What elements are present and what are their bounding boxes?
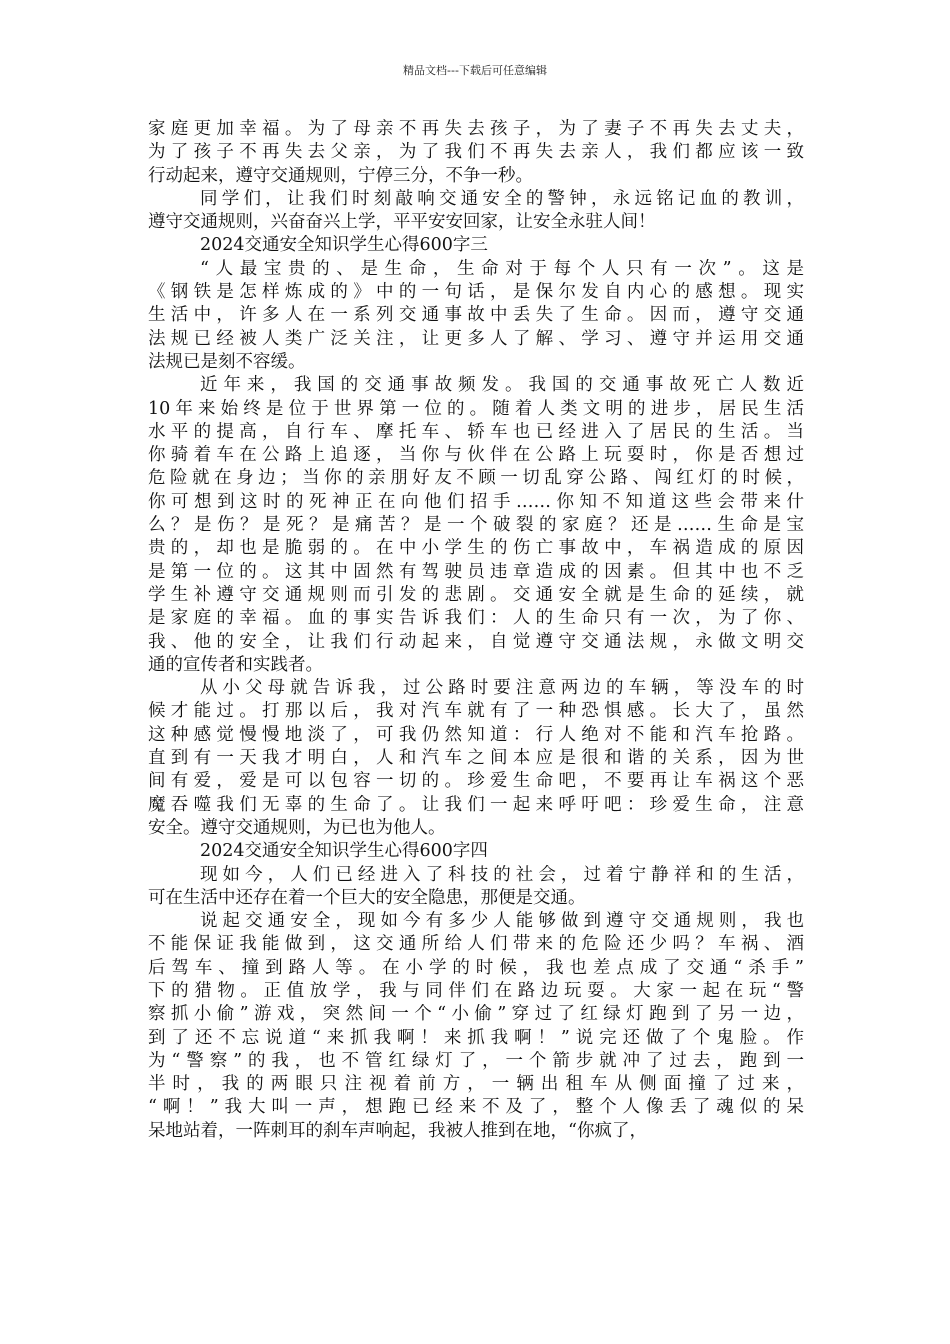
paragraph-line: 不能保证我能做到，这交通所给人们带来的危险还少吗？车祸、酒: [148, 934, 804, 955]
paragraph-line: 《钢铁是怎样炼成的》中的一句话，是保尔发自内心的感想。现实: [148, 282, 804, 303]
paragraph-line: 你骑着车在公路上追逐，当你与伙伴在公路上玩耍时，你是否想过: [148, 445, 804, 466]
paragraph-line: 么？是伤？是死？是痛苦？是一个破裂的家庭？还是……生命是宝: [148, 515, 804, 536]
document-body: [148, 118, 804, 1143]
paragraph-line: 行动起来，遵守交通规则，宁停三分，不争一秒。: [148, 165, 533, 186]
section-title-text: 2024交通安全知识学生心得600字三: [200, 235, 488, 256]
paragraph-line: “人最宝贵的、是生命，生命对于每个人只有一次”。这是: [200, 258, 804, 279]
paragraph: [148, 677, 804, 840]
paragraph-line: 为了孩子不再失去父亲，为了我们不再失去亲人，我们都应该一致: [148, 142, 804, 163]
paragraph-line: 察抓小偷”游戏，突然间一个“小偷”穿过了红绿灯跑到了另一边，: [148, 1004, 804, 1025]
paragraph-line: 你可想到这时的死神正在向他们招手……你知不知道这些会带来什: [148, 491, 804, 512]
paragraph-line: 近年来，我国的交通事故频发。我国的交通事故死亡人数近: [200, 375, 804, 396]
paragraph-line: 可在生活中还存在着一个巨大的安全隐患，那便是交通。: [148, 887, 586, 908]
paragraph-line: 说起交通安全，现如今有多少人能够做到遵守交通规则，我也: [200, 911, 804, 932]
paragraph-line: 是第一位的。这其中固然有驾驶员违章造成的因素。但其中也不乏: [148, 561, 804, 582]
paragraph-line: 半时，我的两眼只注视着前方，一辆出租车从侧面撞了过来，: [148, 1074, 804, 1095]
paragraph-line: 通的宣传者和实践者。: [148, 654, 323, 675]
paragraph-line: 法规已经被人类广泛关注，让更多人了解、学习、遵守并运用交通: [148, 328, 804, 349]
paragraph-line: 到了还不忘说道“来抓我啊！来抓我啊！”说完还做了个鬼脸。作: [148, 1027, 804, 1048]
page-header: 精品文档---下载后可任意编辑: [403, 64, 547, 77]
paragraph-line: 安全。遵守交通规则，为已也为他人。: [148, 817, 446, 838]
section-title-text: 2024交通安全知识学生心得600字四: [200, 841, 488, 862]
paragraph: [148, 118, 804, 188]
paragraph-line: 水平的提高，自行车、摩托车、轿车也已经进入了居民的生活。当: [148, 421, 804, 442]
paragraph-line: 直到有一天我才明白，人和汽车之间本应是很和谐的关系，因为世: [148, 748, 804, 769]
paragraph-line: 这种感觉慢慢地淡了，可我仍然知道：行人绝对不能和汽车抢路。: [148, 724, 804, 745]
paragraph-line: 呆地站着，一阵刺耳的刹车声响起，我被人推到在地，“你疯了，: [148, 1120, 647, 1141]
paragraph: [148, 910, 804, 1143]
paragraph-line: 法规已是刻不容缓。: [148, 351, 306, 372]
paragraph-line: 生活中，许多人在一系列交通事故中丢失了生命。因而，遵守交通: [148, 305, 804, 326]
paragraph-line: 为“警察”的我，也不管红绿灯了，一个箭步就冲了过去，跑到一: [148, 1050, 804, 1071]
paragraph-line: “啊！”我大叫一声，想跑已经来不及了，整个人像丢了魂似的呆: [148, 1097, 804, 1118]
section-title: [148, 234, 804, 257]
paragraph-line: 10年来始终是位于世界第一位的。随着人类文明的进步，居民生活: [148, 398, 804, 419]
paragraph: [148, 258, 804, 374]
paragraph-line: 魔吞噬我们无辜的生命了。让我们一起来呼吁吧：珍爱生命，注意: [148, 794, 804, 815]
paragraph: [148, 374, 804, 677]
paragraph-line: 现如今，人们已经进入了科技的社会，过着宁静祥和的生活，: [200, 864, 804, 885]
paragraph-line: 我、他的安全，让我们行动起来，自觉遵守交通法规，永做文明交: [148, 631, 804, 652]
paragraph: [148, 864, 804, 911]
paragraph-line: 危险就在身边；当你的亲朋好友不顾一切乱穿公路、闯红灯的时候，: [148, 468, 804, 489]
paragraph-line: 遵守交通规则，兴奋奋兴上学，平平安安回家，让安全永驻人间！: [148, 212, 656, 233]
paragraph: [148, 188, 804, 235]
paragraph-line: 从小父母就告诉我，过公路时要注意两边的车辆，等没车的时: [200, 678, 804, 699]
paragraph-line: 同学们，让我们时刻敲响交通安全的警钟，永远铭记血的教训，: [200, 188, 804, 209]
paragraph-line: 后驾车、撞到路人等。在小学的时候，我也差点成了交通“杀手”: [148, 957, 804, 978]
paragraph-line: 间有爱，爱是可以包容一切的。珍爱生命吧，不要再让车祸这个恶: [148, 771, 804, 792]
paragraph-line: 是家庭的幸福。血的事实告诉我们：人的生命只有一次，为了你、: [148, 608, 804, 629]
paragraph-line: 学生补遵守交通规则而引发的悲剧。交通安全就是生命的延续，就: [148, 584, 804, 605]
section-title: [148, 840, 804, 863]
paragraph-line: 候才能过。打那以后，我对汽车就有了一种恐惧感。长大了，虽然: [148, 701, 804, 722]
paragraph-line: 贵的，却也是脆弱的。在中小学生的伤亡事故中，车祸造成的原因: [148, 538, 804, 559]
paragraph-line: 家庭更加幸福。为了母亲不再失去孩子，为了妻子不再失去丈夫，: [148, 119, 804, 139]
paragraph-line: 下的猎物。正值放学，我与同伴们在路边玩耍。大家一起在玩“警: [148, 980, 804, 1001]
